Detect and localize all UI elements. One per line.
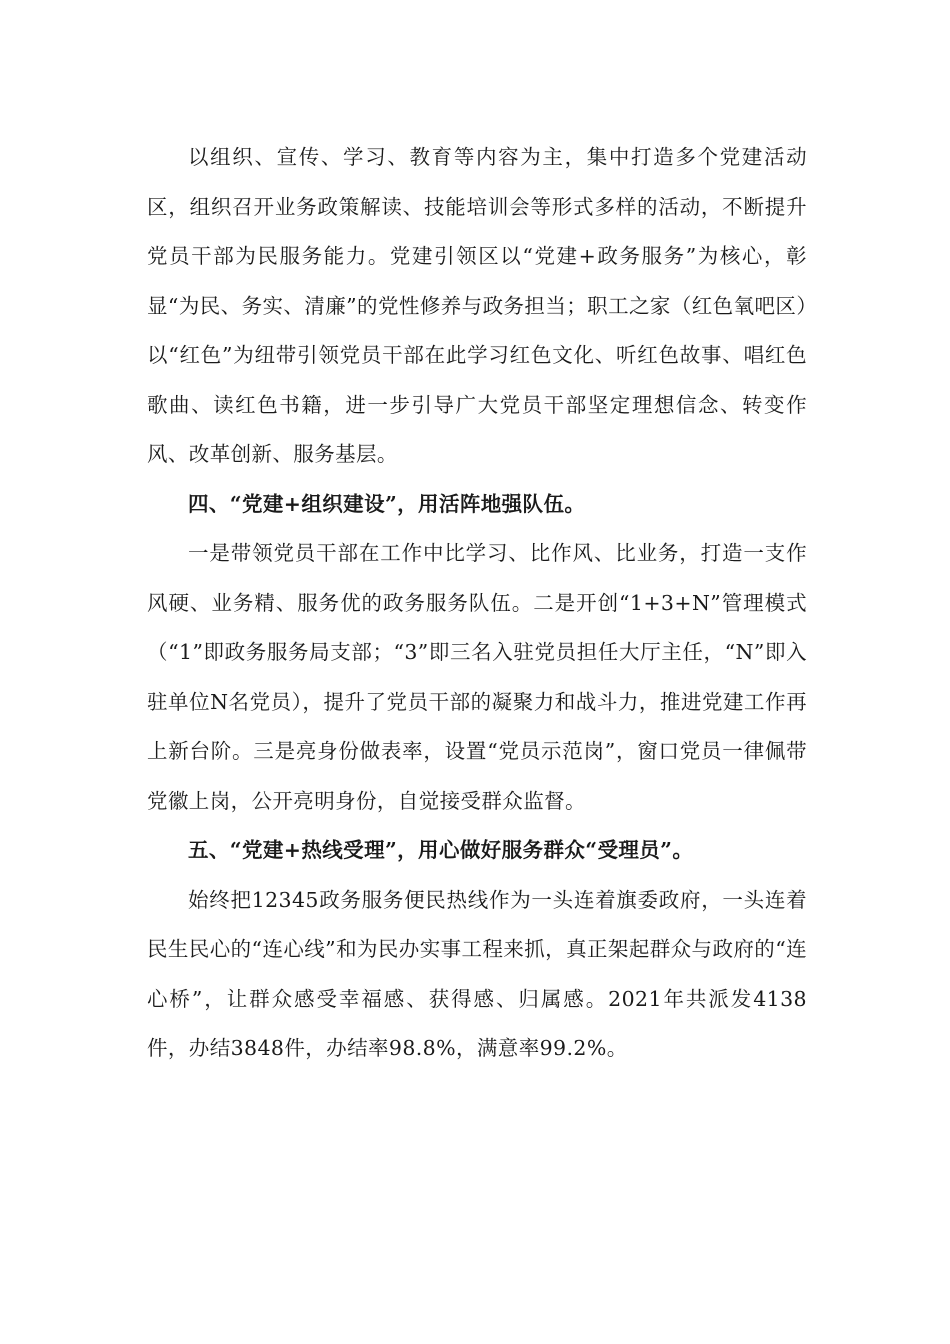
- paragraph-hotline-stats: 始终把12345政务服务便民热线作为一头连着旗委政府，一头连着民生民心的“连心线”和为民办实事工程来抓，真正架起群众与政府的“连心桥”，让群众感受幸福感、获得感、归属感。2021年共派发4138件，办结3848件，办结率98.8%，满意率99.2%。: [147, 887, 807, 1060]
- section-heading-hotline: 五、“党建+热线受理”，用心做好服务群众“受理员”。: [188, 838, 694, 862]
- paragraph-team-building: 一是带领党员干部在工作中比学习、比作风、比业务，打造一支作风硬、业务精、服务优的政务服务队伍。二是开创“1+3+N”管理模式（“1”即政务服务局支部；“3”即三名入驻党员担任大厅主任，“N”即入驻单位N名党员），提升了党员干部的凝聚力和战斗力，推进党建工作再上新台阶。三是亮身份做表率，设置“党员示范岗”，窗口党员一律佩带党徽上岗，公开亮明身份，自觉接受群众监督。: [147, 541, 807, 813]
- document-body: [147, 133, 807, 1074]
- paragraph-activity-zones: 以组织、宣传、学习、教育等内容为主，集中打造多个党建活动区，组织召开业务政策解读、技能培训会等形式多样的活动，不断提升党员干部为民服务能力。党建引领区以“党建+政务服务”为核心，彰显“为民、务实、清廉”的党性修养与政务担当；职工之家（红色氧吧区）以“红色”为纽带引领党员干部在此学习红色文化、听红色故事、唱红色歌曲、读红色书籍，进一步引导广大党员干部坚定理想信念、转变作风、改革创新、服务基层。: [147, 145, 807, 466]
- section-heading-organization: 四、“党建+组织建设”，用活阵地强队伍。: [188, 491, 586, 516]
